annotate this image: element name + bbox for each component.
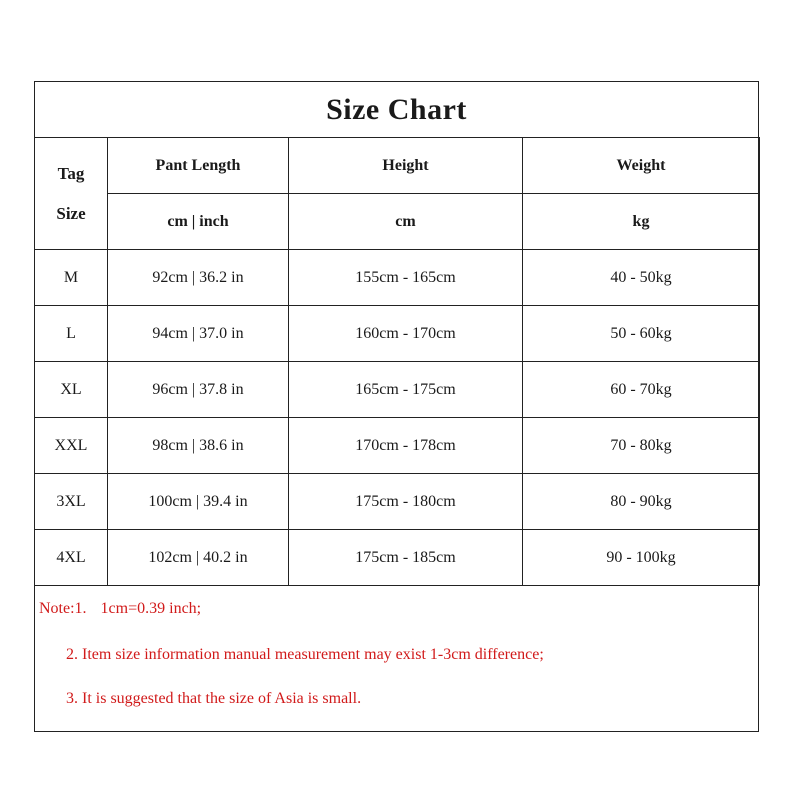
- header-row-units: [35, 194, 760, 250]
- height-cell: 155cm - 165cm: [289, 250, 523, 306]
- note-1-text: 1cm=0.39 inch;: [100, 600, 202, 617]
- table-row: [35, 530, 760, 586]
- page-title: Size Chart: [35, 82, 758, 138]
- pant-length-header: Pant Length: [108, 138, 289, 194]
- size-cell: 4XL: [35, 530, 108, 586]
- note-1: [39, 600, 201, 618]
- note-prefix: Note:1.: [39, 600, 87, 617]
- pant-length-cell: 102cm | 40.2 in: [108, 530, 289, 586]
- tag-header-line: Tag: [57, 163, 85, 183]
- weight-header: Weight: [523, 138, 760, 194]
- height-header: Height: [289, 138, 523, 194]
- header-row-labels: [35, 138, 760, 194]
- size-table: [34, 137, 760, 586]
- notes-section: [35, 580, 758, 732]
- height-cell: 170cm - 178cm: [289, 418, 523, 474]
- size-cell: L: [35, 306, 108, 362]
- weight-cell: 40 - 50kg: [523, 250, 760, 306]
- weight-cell: 80 - 90kg: [523, 474, 760, 530]
- size-cell: XXL: [35, 418, 108, 474]
- height-unit: cm: [289, 194, 523, 250]
- table-row: [35, 362, 760, 418]
- pant-length-cell: 96cm | 37.8 in: [108, 362, 289, 418]
- size-header-line: Size: [56, 203, 86, 223]
- size-chart-sheet: [34, 81, 759, 732]
- height-cell: 160cm - 170cm: [289, 306, 523, 362]
- pant-length-cell: 94cm | 37.0 in: [108, 306, 289, 362]
- weight-cell: 60 - 70kg: [523, 362, 760, 418]
- weight-cell: 70 - 80kg: [523, 418, 760, 474]
- pant-length-unit: cm | inch: [108, 194, 289, 250]
- note-3: 3. It is suggested that the size of Asia is small.: [66, 690, 362, 707]
- pant-length-cell: 98cm | 38.6 in: [108, 418, 289, 474]
- table-row: [35, 306, 760, 362]
- note-2: 2. Item size information manual measurement may exist 1-3cm difference;: [66, 646, 544, 663]
- pant-length-cell: 92cm | 36.2 in: [108, 250, 289, 306]
- weight-unit: kg: [523, 194, 760, 250]
- table-row: [35, 250, 760, 306]
- tag-size-header: [35, 138, 108, 250]
- height-cell: 175cm - 180cm: [289, 474, 523, 530]
- table-row: [35, 418, 760, 474]
- weight-cell: 50 - 60kg: [523, 306, 760, 362]
- table-row: [35, 474, 760, 530]
- size-cell: M: [35, 250, 108, 306]
- size-cell: 3XL: [35, 474, 108, 530]
- height-cell: 165cm - 175cm: [289, 362, 523, 418]
- pant-length-cell: 100cm | 39.4 in: [108, 474, 289, 530]
- size-cell: XL: [35, 362, 108, 418]
- weight-cell: 90 - 100kg: [523, 530, 760, 586]
- height-cell: 175cm - 185cm: [289, 530, 523, 586]
